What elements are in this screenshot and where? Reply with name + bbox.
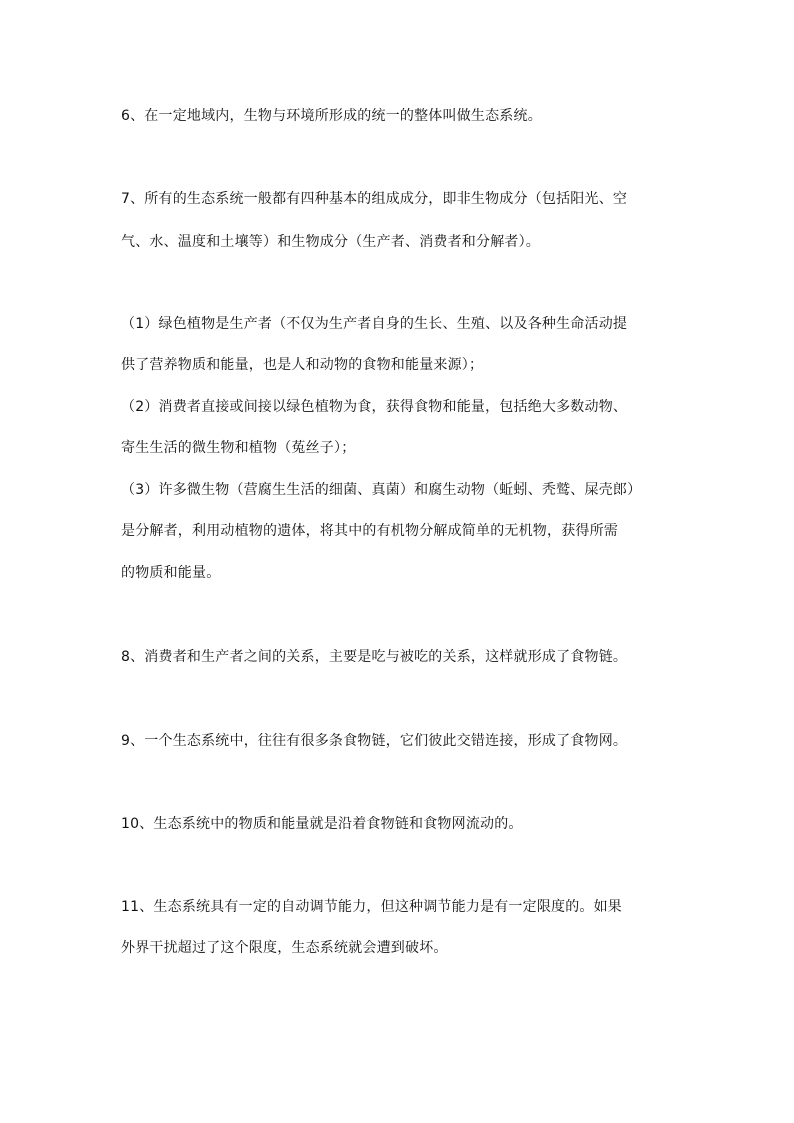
item-2-line-2: 寄生生活的微生物和植物（菟丝子）； [121, 440, 356, 456]
paragraph-9-line-1: 9、一个生态系统中，往往有很多条食物链，它们彼此交错连接，形成了食物网。 [121, 733, 628, 749]
item-3-line-2: 是分解者，利用动植物的遗体，将其中的有机物分解成简单的无机物，获得所需 [121, 523, 618, 539]
item-1-line-1: （1）绿色植物是生产者（不仅为生产者自身的生长、生殖、以及各种生命活动提 [121, 316, 628, 332]
paragraph-11-line-1: 11、生态系统具有一定的自动调节能力，但这种调节能力是有一定限度的。如果 [121, 899, 623, 915]
item-3-line-1: （3）许多微生物（营腐生生活的细菌、真菌）和腐生动物（蚯蚓、秃鹫、屎壳郎） [121, 482, 642, 498]
item-2-line-1: （2）消费者直接或间接以绿色植物为食，获得食物和能量，包括绝大多数动物、 [121, 399, 628, 415]
paragraph-6-line-1: 6、在一定地域内，生物与环境所形成的统一的整体叫做生态系统。 [121, 108, 542, 124]
paragraph-7-line-2: 气、水、温度和土壤等）和生物成分（生产者、消费者和分解者）。 [121, 234, 540, 250]
paragraph-10-line-1: 10、生态系统中的物质和能量就是沿着食物链和食物网流动的。 [121, 816, 523, 832]
item-1-line-2: 供了营养物质和能量，也是人和动物的食物和能量来源）； [121, 357, 484, 373]
paragraph-11-line-2: 外界干扰超过了这个限度，生态系统就会遭到破坏。 [121, 940, 448, 956]
item-3-line-3: 的物质和能量。 [121, 565, 221, 581]
paragraph-8-line-1: 8、消费者和生产者之间的关系，主要是吃与被吃的关系，这样就形成了食物链。 [121, 649, 628, 665]
paragraph-7-line-1: 7、所有的生态系统一般都有四种基本的组成成分，即非生物成分（包括阳光、空 [121, 191, 628, 207]
